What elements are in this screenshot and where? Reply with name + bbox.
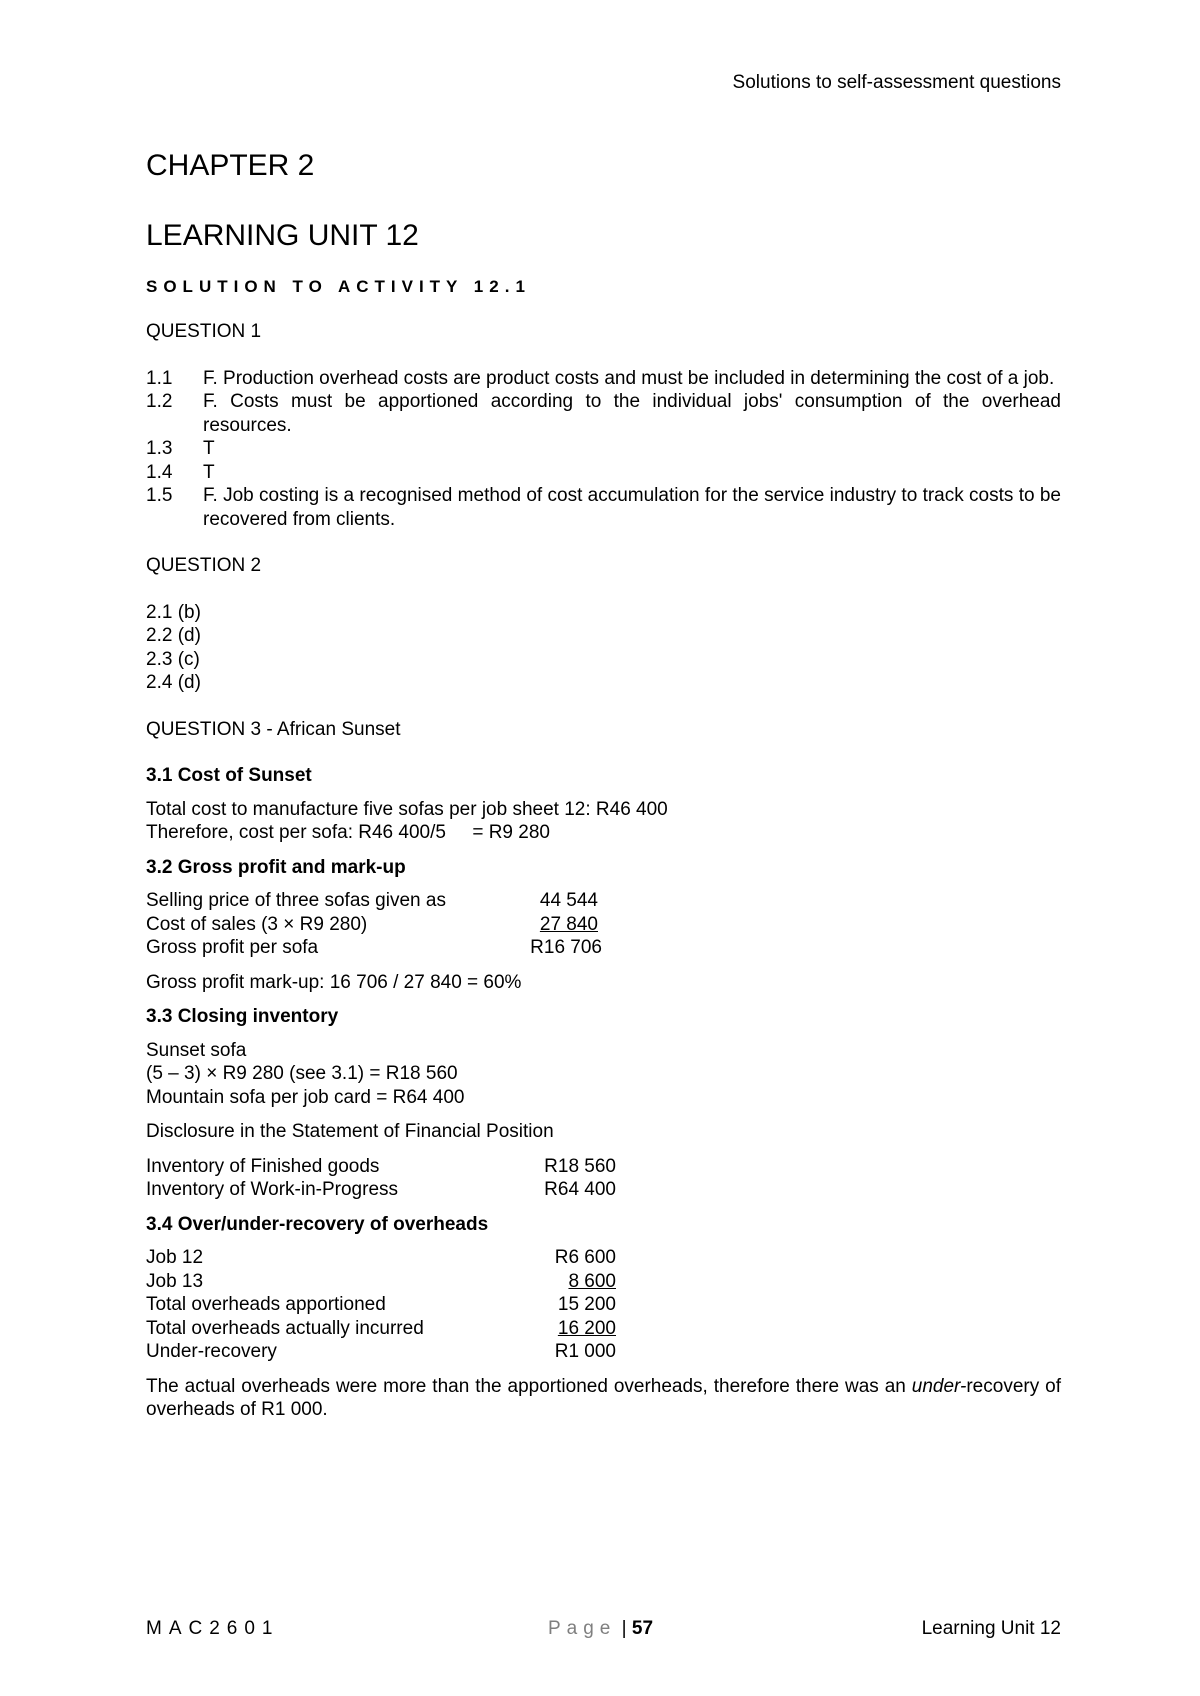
answer-item (146, 390, 1061, 437)
answer-number: 1.2 (146, 391, 173, 412)
cost-per-sofa-line: Therefore, cost per sofa: R46 400/5 = R9 280 (146, 822, 550, 843)
conclusion-text-a: The actual overheads were more than the apportioned overheads, therefore there was an (146, 1375, 912, 1397)
markup-line: Gross profit mark-up: 16 706 / 27 840 = 60% (146, 971, 522, 993)
row-value-cell (536, 1270, 616, 1294)
page-separator: | (616, 1618, 632, 1639)
row-value: R18 560 (544, 1155, 616, 1177)
row-value: R6 600 (554, 1247, 616, 1268)
conclusion-text-b: recovery of overheads of R1 000. (146, 1375, 1061, 1420)
cost-total-line: Total cost to manufacture five sofas per job sheet 12: R46 400 (146, 798, 668, 820)
course-code: MAC2601 (146, 1618, 280, 1639)
row-value: R16 706 (530, 937, 602, 958)
page-number: 57 (631, 1618, 654, 1639)
answer-number: 1.3 (146, 438, 173, 459)
question-3-heading: QUESTION 3 - African Sunset (146, 718, 401, 740)
row-label: Inventory of Work-in-Progress (146, 1179, 399, 1200)
answer-item (146, 437, 1061, 461)
section-3-3-heading: 3.3 Closing inventory (146, 1006, 339, 1027)
sunset-sofa-line: Sunset sofa (146, 1039, 247, 1061)
table-row (146, 936, 598, 960)
sunset-calc-line: (5 – 3) × R9 280 (see 3.1) = R18 560 (146, 1063, 458, 1084)
answer-item: 2.3 (c) (146, 648, 200, 670)
table-row (146, 1293, 616, 1317)
answer-item (146, 367, 1061, 391)
row-label: Gross profit per sofa (146, 937, 319, 958)
answer-item (146, 461, 1061, 485)
section-3-1-heading: 3.1 Cost of Sunset (146, 765, 312, 786)
unit-heading: LEARNING UNIT 12 (146, 219, 419, 252)
row-label: Total overheads apportioned (146, 1294, 386, 1315)
row-value: 44 544 (539, 890, 598, 911)
answer-text: F. Costs must be apportioned according to the individual jobs' consumption of the overhead resources. (203, 391, 1061, 436)
conclusion-emphasis: under- (911, 1375, 967, 1397)
page-content (146, 148, 1061, 1422)
answer-text: T (203, 461, 215, 483)
table-row (146, 913, 598, 937)
table-row (146, 1340, 616, 1364)
question-2-heading: QUESTION 2 (146, 555, 262, 576)
table-row (146, 1178, 616, 1202)
row-value: 16 200 (557, 1317, 616, 1339)
row-value: 27 840 (539, 913, 598, 935)
conclusion-paragraph (146, 1375, 1061, 1422)
row-label: Cost of sales (3 × R9 280) (146, 913, 368, 935)
table-row (146, 1270, 616, 1294)
chapter-heading: CHAPTER 2 (146, 149, 315, 182)
row-label: Total overheads actually incurred (146, 1317, 424, 1339)
page-word: Page (548, 1618, 617, 1639)
section-3-3-body (146, 1039, 1061, 1110)
row-value-cell (536, 1317, 616, 1341)
answer-number: 1.1 (146, 367, 173, 389)
row-value-cell (524, 913, 598, 937)
row-label: Under-recovery (146, 1341, 277, 1362)
section-3-1-body (146, 798, 1061, 845)
gross-profit-table (146, 889, 602, 960)
row-label: Selling price of three sofas given as (146, 890, 446, 911)
row-value: 8 600 (568, 1270, 616, 1292)
answer-text: F. Production overhead costs are product costs and must be included in determining the cost of a job. (203, 367, 1055, 389)
inventory-table (146, 1155, 616, 1202)
table-row (146, 889, 598, 913)
question-2-answers (146, 601, 1061, 695)
section-3-2-heading: 3.2 Gross profit and mark-up (146, 856, 406, 878)
table-row (146, 1317, 616, 1341)
table-row (146, 1155, 616, 1179)
answer-number: 1.4 (146, 461, 173, 483)
row-value: R1 000 (554, 1341, 616, 1362)
row-value: 15 200 (557, 1294, 616, 1315)
answer-item: 2.1 (b) (146, 601, 201, 623)
answer-item: 2.4 (d) (146, 672, 201, 693)
answer-number: 1.5 (146, 485, 173, 506)
document-page (146, 0, 1061, 1696)
row-value: R64 400 (544, 1179, 616, 1200)
answer-item (146, 484, 1061, 531)
row-label: Inventory of Finished goods (146, 1155, 380, 1177)
footer-unit: Learning Unit 12 (921, 1618, 1061, 1639)
section-3-4-heading: 3.4 Over/under-recovery of overheads (146, 1213, 489, 1235)
overheads-table (146, 1246, 616, 1364)
answer-text: T (203, 438, 215, 459)
table-row (146, 1246, 616, 1270)
page-indicator (548, 1617, 653, 1641)
answer-item: 2.2 (d) (146, 625, 201, 646)
question-1-answers (146, 367, 1061, 532)
mountain-sofa-line: Mountain sofa per job card = R64 400 (146, 1086, 465, 1108)
running-header: Solutions to self-assessment questions (732, 72, 1061, 93)
question-1-heading: QUESTION 1 (146, 321, 262, 342)
activity-heading: SOLUTION TO ACTIVITY 12.1 (146, 277, 531, 296)
disclosure-line: Disclosure in the Statement of Financial Position (146, 1121, 554, 1142)
answer-text: F. Job costing is a recognised method of cost accumulation for the service industry to track costs to be recovered from clients. (203, 485, 1061, 530)
row-label: Job 13 (146, 1270, 204, 1292)
row-label: Job 12 (146, 1247, 204, 1268)
